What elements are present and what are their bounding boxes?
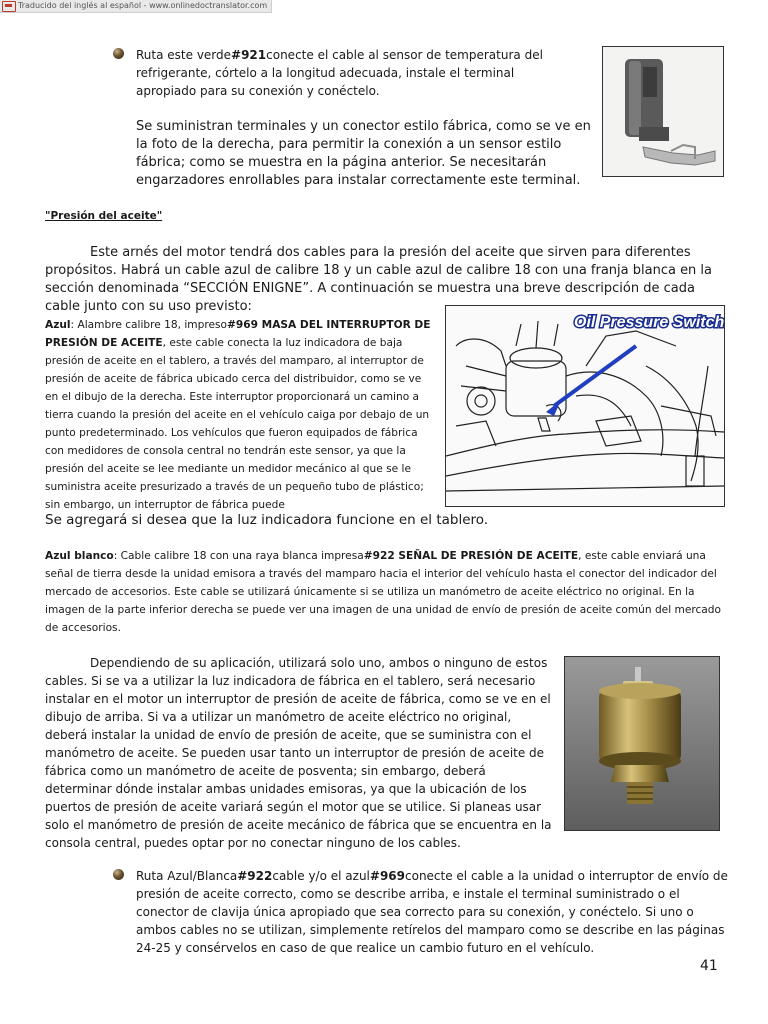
bullet2-text-mid: cable y/o el azul: [272, 869, 370, 883]
azul-text: : Alambre calibre 18, impreso: [70, 319, 227, 331]
wire-code-969: #969 MASA DEL INTERRUPTOR DE PRESIÓN DE ACEITE: [45, 319, 431, 349]
bullet1-paragraph: [136, 46, 574, 100]
azul-blanco-text-rest: , este cable enviará una señal de tierra desde la unidad emisora a través del mamparo hacia el interior del vehículo hasta el conector del indicador del mercado de accesorios. Este cable se utilizará únicamente si se utiliza un manómetro de aceite eléctrico no original. En la imagen de la parte inferior derecha se puede ver una imagen de una unidad de envío de presión de aceite común del mercado de accesorios.: [45, 550, 721, 634]
terminals-paragraph: Se suministran terminales y un conector estilo fábrica, como se ve en la foto de la derecha, para permitir la conexión a un sensor estilo fábrica; como se muestra en la página anterior. Se necesitarán engarzadores enrollables para instalar correctamente este terminal.: [136, 119, 591, 188]
azul-paragraph: [45, 316, 437, 514]
azul-text-rest: , este cable conecta la luz indicadora de baja presión de aceite en el tablero, a través del mamparo, al interruptor de presión de aceite de fábrica ubicado cerca del distribuidor, como se ve en el dibujo de la derecha. Este interruptor proporcionará un camino a tierra cuando la presión del aceite en el vehículo caiga por debajo de un punto predeterminado. Los vehículos que fueron equipados de fábrica con medidores de consola central no tendrán este sensor, ya que la presión del aceite se lee mediante un medidor mecánico al que se le suministra aceite presurizado a través de un pequeño tubo de plástico; sin embargo, un interruptor de fábrica puede: [45, 337, 430, 511]
bullet-icon: [113, 48, 124, 59]
wire-code-922: #922 SEÑAL DE PRESIÓN DE ACEITE: [363, 550, 579, 562]
bullet2-text: Ruta Azul/Blanca: [136, 869, 238, 883]
banner-text: Traducido del inglés al español - www.onlinedoctranslator.com: [18, 1, 268, 10]
azul-blanco-label: Azul blanco: [45, 550, 114, 562]
translator-logo-icon: [2, 1, 16, 12]
azul-blanco-text: : Cable calibre 18 con una raya blanca impresa: [113, 550, 364, 562]
terminal-connector-photo: [602, 46, 724, 177]
azul-label: Azul: [45, 319, 71, 331]
oil-pressure-switch-diagram: [445, 305, 725, 507]
azul-continuation: Se agregará si desea que la luz indicadora funcione en el tablero.: [45, 512, 489, 528]
wire-code-922-ref: #922: [237, 869, 273, 883]
wire-code-921: #921: [231, 48, 267, 62]
oil-pressure-sending-unit-photo: [564, 656, 720, 831]
page-number: 41: [700, 958, 718, 974]
intro-paragraph: Este arnés del motor tendrá dos cables para la presión del aceite que sirven para diferentes propósitos. Habrá un cable azul de calibre 18 y un cable azul de calibre 18 con una franja blanca en la sección denominada “SECCIÓN ENIGNE”. A continuación se muestra una breve descripción de cada cable junto con su uso previsto:: [45, 245, 713, 314]
diagram-label: Oil Pressure Switch: [574, 314, 724, 331]
section-heading: "Presión del aceite": [45, 210, 163, 222]
wire-code-969-ref: #969: [369, 869, 405, 883]
azul-blanco-paragraph: [45, 547, 725, 637]
bullet2-text-rest: conecte el cable a la unidad o interruptor de envío de presión de aceite correcto, como se describe arriba, e instale el terminal suministrado o el conector de clavija única apropiado que sea correcto para su conexión, y conéctelo. Si uno o ambos cables no se utilizan, simplemente retírelos del mamparo como se describe en las páginas 24-25 y consérvelos en caso de que realice un cambio futuro en el vehículo.: [136, 869, 728, 955]
bullet1-text: Ruta este verde: [136, 48, 232, 62]
bullet2-paragraph: [136, 867, 728, 957]
translation-banner[interactable]: [0, 0, 272, 13]
bullet1-text-rest: conecte el cable al sensor de temperatura del refrigerante, córtelo a la longitud adecuada, instale el terminal apropiado para su conexión y conéctelo.: [136, 48, 543, 98]
depending-paragraph: Dependiendo de su aplicación, utilizará solo uno, ambos o ninguno de estos cables. Si se va a utilizar la luz indicadora de fábrica en el tablero, será necesario instalar en el motor un interruptor de presión de aceite de fábrica, como se ve en el dibujo de arriba. Si va a utilizar un manómetro de aceite eléctrico no original, deberá instalar la unidad de envío de presión de aceite, que se suministra con el manómetro de aceite. Se pueden usar tanto un interruptor de presión de aceite de fábrica como un manómetro de aceite de posventa; sin embargo, deberá determinar dónde instalar ambas unidades emisoras, ya que la ubicación de los puertos de presión de aceite variará según el motor que se utilice. Si planeas usar solo el manómetro de presión de aceite mecánico de fábrica que se encuentra en la consola central, puedes optar por no conectar ninguno de los cables.: [45, 656, 552, 850]
bullet-icon: [113, 869, 124, 880]
